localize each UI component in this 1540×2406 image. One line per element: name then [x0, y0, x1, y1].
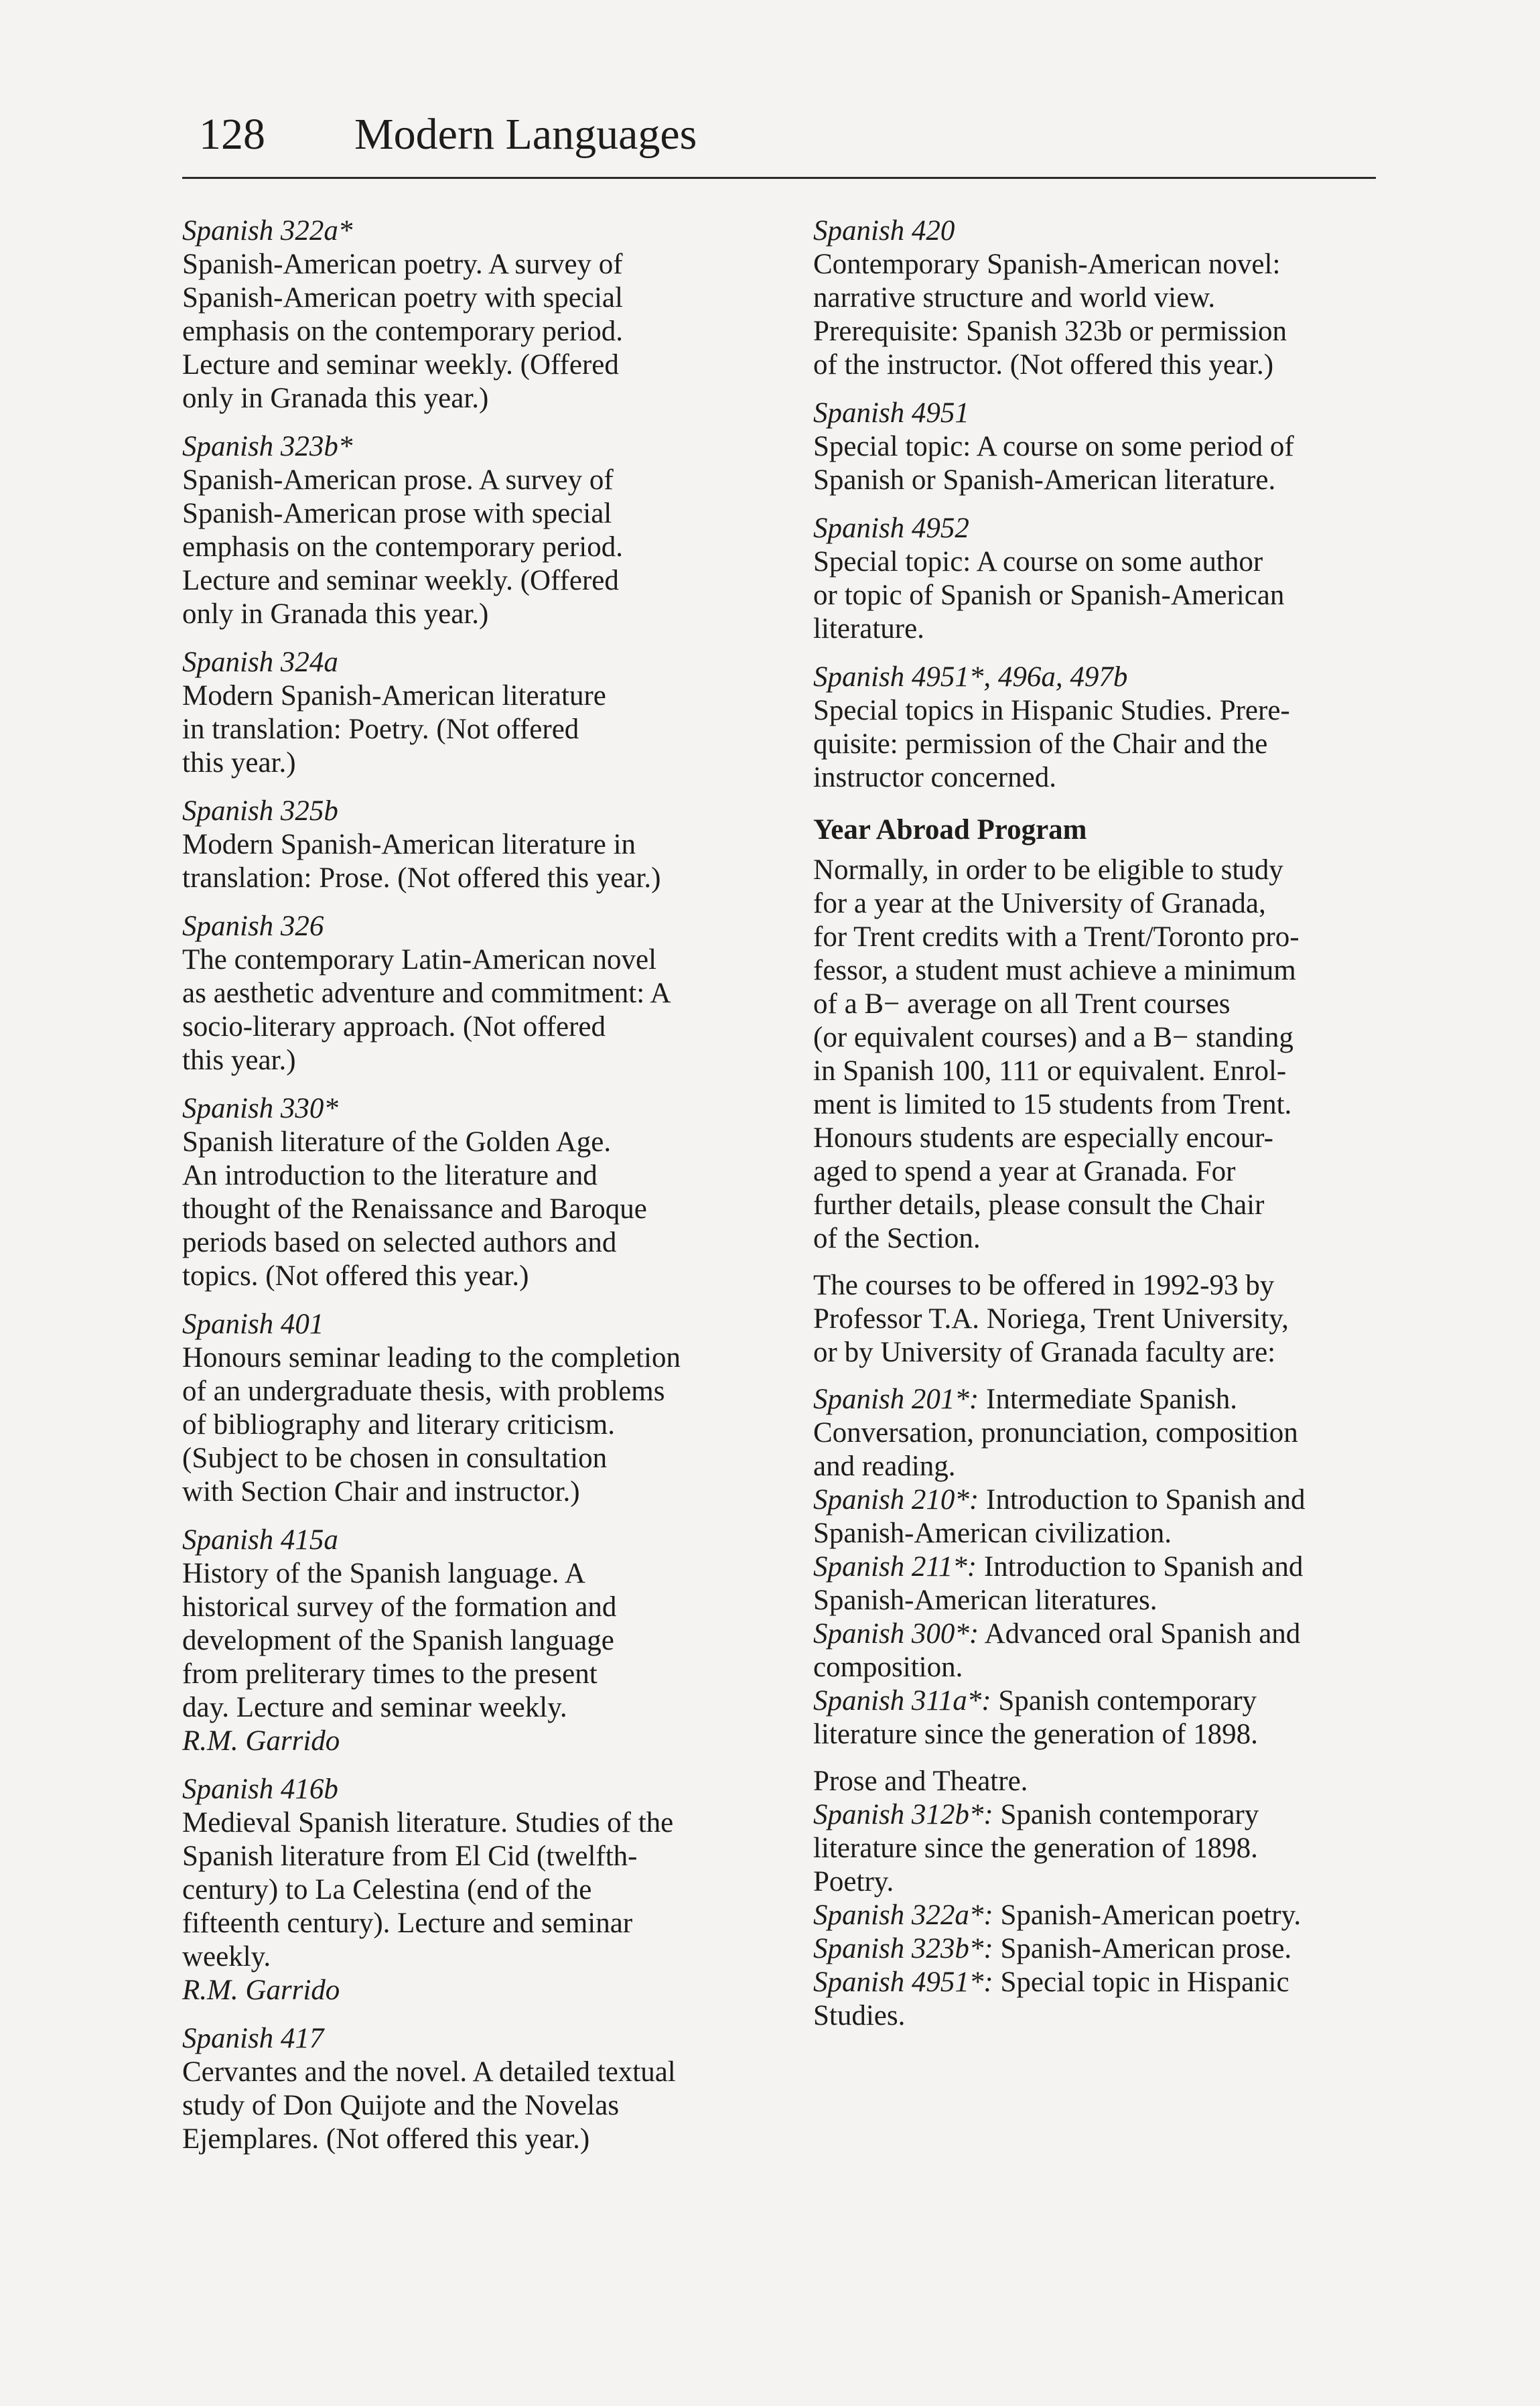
offered-course-line — [813, 1617, 1389, 1651]
offered-course-code: Spanish 322a*: — [813, 1899, 993, 1931]
course-description-line: Lecture and seminar weekly. (Offered — [182, 565, 619, 596]
course-entry — [813, 661, 1389, 795]
offered-course-line — [813, 1684, 1389, 1718]
course-description-line: Honours seminar leading to the completion — [182, 1342, 681, 1374]
course-instructor: R.M. Garrido — [182, 1725, 340, 1757]
course-description-line: or topic of Spanish or Spanish-American — [813, 580, 1285, 611]
course-entry — [182, 1308, 772, 1509]
course-title: Spanish 416b — [182, 1774, 338, 1805]
paragraph-line: (or equivalent courses) and a B− standing — [813, 1022, 1293, 1053]
header-rule — [182, 177, 1376, 179]
paragraph-line: ment is limited to 15 students from Trent. — [813, 1089, 1292, 1120]
offered-course-text: Prose and Theatre. — [813, 1765, 1028, 1797]
course-description-line: with Section Chair and instructor.) — [182, 1476, 580, 1508]
offered-course-line — [813, 1899, 1389, 1932]
paragraph-line: for Trent credits with a Trent/Toronto pro- — [813, 921, 1300, 953]
course-description-line: emphasis on the contemporary period. — [182, 531, 623, 563]
course-description-line: of an undergraduate thesis, with problems — [182, 1376, 665, 1407]
course-description-line: only in Granada this year.) — [182, 383, 489, 414]
paragraph-line: Normally, in order to be eligible to study — [813, 854, 1283, 886]
courses-intro-paragraph — [813, 1269, 1389, 1369]
course-entry — [813, 214, 1389, 382]
offered-course-text: Introduction to Spanish and — [979, 1484, 1306, 1516]
offered-course-code: Spanish 300*: — [813, 1618, 979, 1650]
course-title: Spanish 420 — [813, 215, 955, 247]
course-description-line: History of the Spanish language. A — [182, 1558, 585, 1589]
course-title: Spanish 330* — [182, 1093, 338, 1124]
offered-course-text: Conversation, pronunciation, composition — [813, 1417, 1298, 1449]
course-entry — [182, 795, 772, 895]
offered-course-text: Special topic in Hispanic — [993, 1966, 1289, 1998]
course-description-line: topics. (Not offered this year.) — [182, 1260, 529, 1292]
course-description-line: Lecture and seminar weekly. (Offered — [182, 349, 619, 381]
course-description-line: Spanish-American poetry. A survey of — [182, 249, 623, 280]
offered-course-line — [813, 1718, 1389, 1751]
offered-course-code: Spanish 323b*: — [813, 1933, 993, 1964]
course-description-line: (Subject to be chosen in consultation — [182, 1443, 608, 1474]
course-description-line: Prerequisite: Spanish 323b or permission — [813, 316, 1287, 347]
course-entry — [182, 430, 772, 631]
course-description-line: Cervantes and the novel. A detailed textual — [182, 2056, 676, 2088]
course-title: Spanish 401 — [182, 1309, 324, 1340]
offered-course-text: Intermediate Spanish. — [979, 1384, 1237, 1415]
course-title: Spanish 322a* — [182, 215, 353, 247]
course-description-line: Spanish literature of the Golden Age. — [182, 1126, 612, 1158]
course-description-line: in translation: Poetry. (Not offered — [182, 714, 579, 745]
course-title: Spanish 325b — [182, 795, 338, 827]
offered-course-text: and reading. — [813, 1451, 956, 1482]
offered-course-line — [813, 1932, 1389, 1966]
offered-course-text: Poetry. — [813, 1866, 894, 1897]
course-description-line: An introduction to the literature and — [182, 1160, 598, 1191]
course-description-line: Spanish literature from El Cid (twelfth- — [182, 1841, 638, 1872]
course-description-line: The contemporary Latin-American novel — [182, 944, 657, 976]
offered-courses-list-continued — [813, 1765, 1389, 2033]
course-title: Spanish 323b* — [182, 431, 353, 462]
offered-course-line — [813, 1966, 1389, 1999]
offered-course-line — [813, 1450, 1389, 1483]
course-description-line: Special topics in Hispanic Studies. Prere- — [813, 695, 1290, 726]
paragraph-line: aged to spend a year at Granada. For — [813, 1156, 1236, 1187]
course-description-line: Spanish-American prose. A survey of — [182, 464, 614, 496]
offered-course-code: Spanish 4951*: — [813, 1966, 993, 1998]
offered-course-line — [813, 1483, 1389, 1517]
offered-course-line — [813, 1999, 1389, 2033]
course-description-line: this year.) — [182, 747, 296, 779]
course-description-line: quisite: permission of the Chair and the — [813, 728, 1268, 760]
offered-course-code: Spanish 201*: — [813, 1384, 979, 1415]
course-list-right — [813, 214, 1389, 795]
course-entry — [182, 1524, 772, 1758]
paragraph-line: or by University of Granada faculty are: — [813, 1337, 1276, 1368]
offered-course-code: Spanish 210*: — [813, 1484, 979, 1516]
offered-course-text: Spanish-American poetry. — [993, 1899, 1302, 1931]
left-column — [182, 214, 772, 2171]
course-title: Spanish 326 — [182, 911, 324, 942]
offered-course-code: Spanish 211*: — [813, 1551, 977, 1583]
offered-course-text: Spanish contemporary — [993, 1799, 1259, 1830]
offered-course-line — [813, 1550, 1389, 1584]
course-entry — [182, 1773, 772, 2007]
section-heading: Year Abroad Program — [813, 814, 1087, 846]
course-title: Spanish 4952 — [813, 513, 969, 544]
course-description-line: study of Don Quijote and the Novelas — [182, 2090, 620, 2121]
course-title: Spanish 415a — [182, 1524, 338, 1556]
course-entry — [182, 1092, 772, 1293]
paragraph-line: The courses to be offered in 1992-93 by — [813, 1270, 1275, 1301]
course-description-line: thought of the Renaissance and Baroque — [182, 1193, 647, 1225]
course-title: Spanish 4951 — [813, 397, 969, 429]
course-description-line: Spanish-American prose with special — [182, 498, 612, 529]
offered-course-text: Advanced oral Spanish and — [979, 1618, 1301, 1650]
course-description-line: Modern Spanish-American literature in — [182, 829, 636, 860]
page-title: Modern Languages — [354, 110, 697, 159]
offered-course-line — [813, 1651, 1389, 1684]
offered-course-line — [813, 1517, 1389, 1550]
paragraph-line: Professor T.A. Noriega, Trent University, — [813, 1303, 1289, 1335]
course-description-line: day. Lecture and seminar weekly. — [182, 1692, 567, 1723]
course-title: Spanish 417 — [182, 2023, 324, 2054]
offered-course-line — [813, 1383, 1389, 1416]
year-abroad-paragraph — [813, 854, 1389, 1256]
offered-course-text: literature since the generation of 1898. — [813, 1832, 1258, 1864]
offered-course-code: Spanish 311a*: — [813, 1685, 991, 1717]
course-entry — [182, 646, 772, 780]
course-description-line: century) to La Celestina (end of the — [182, 1874, 592, 1906]
course-description-line: literature. — [813, 613, 924, 645]
offered-course-text: Studies. — [813, 2000, 906, 2031]
course-description-line: only in Granada this year.) — [182, 598, 489, 630]
course-description-line: socio-literary approach. (Not offered — [182, 1011, 606, 1043]
offered-course-line — [813, 1798, 1389, 1832]
offered-course-line — [813, 1865, 1389, 1899]
offered-course-line — [813, 1765, 1389, 1798]
offered-course-text: literature since the generation of 1898. — [813, 1719, 1258, 1750]
paragraph-line: for a year at the University of Granada, — [813, 888, 1266, 919]
paragraph-line: in Spanish 100, 111 or equivalent. Enrol- — [813, 1055, 1287, 1087]
course-entry — [813, 512, 1389, 646]
course-description-line: emphasis on the contemporary period. — [182, 316, 623, 347]
course-description-line: of bibliography and literary criticism. — [182, 1409, 616, 1441]
course-description-line: periods based on selected authors and — [182, 1227, 617, 1258]
offered-course-text: Spanish-American prose. — [993, 1933, 1292, 1964]
course-description-line: fifteenth century). Lecture and seminar — [182, 1908, 633, 1939]
paragraph-line: fessor, a student must achieve a minimum — [813, 955, 1296, 986]
page-number: 128 — [199, 110, 265, 159]
offered-course-line — [813, 1416, 1389, 1450]
course-description-line: of the instructor. (Not offered this year.) — [813, 349, 1274, 381]
course-description-line: Spanish-American poetry with special — [182, 282, 623, 314]
offered-course-text: composition. — [813, 1652, 963, 1683]
offered-course-text: Spanish-American civilization. — [813, 1518, 1172, 1549]
course-description-line: as aesthetic adventure and commitment: A — [182, 978, 671, 1009]
course-description-line: Ejemplares. (Not offered this year.) — [182, 2123, 590, 2155]
course-description-line: narrative structure and world view. — [813, 282, 1216, 314]
course-description-line: this year.) — [182, 1045, 296, 1076]
offered-courses-list — [813, 1383, 1389, 1751]
course-description-line: Special topic: A course on some period of — [813, 431, 1294, 462]
course-instructor: R.M. Garrido — [182, 1975, 340, 2006]
paragraph-line: Honours students are especially encour- — [813, 1122, 1273, 1154]
course-description-line: instructor concerned. — [813, 762, 1056, 793]
course-entry — [182, 214, 772, 415]
paragraph-line: of a B− average on all Trent courses — [813, 988, 1231, 1020]
offered-course-code: Spanish 312b*: — [813, 1799, 993, 1830]
course-description-line: Spanish or Spanish-American literature. — [813, 464, 1276, 496]
paragraph-line: of the Section. — [813, 1223, 981, 1254]
course-title: Spanish 324a — [182, 647, 338, 678]
course-entry — [182, 910, 772, 1077]
right-column — [813, 214, 1389, 2046]
course-description-line: Medieval Spanish literature. Studies of the — [182, 1807, 674, 1839]
offered-course-line — [813, 1832, 1389, 1865]
course-entry — [182, 2022, 772, 2156]
course-description-line: translation: Prose. (Not offered this year.) — [182, 862, 661, 894]
paragraph-line: further details, please consult the Chair — [813, 1189, 1265, 1221]
course-description-line: weekly. — [182, 1941, 271, 1973]
course-entry — [813, 397, 1389, 497]
course-description-line: historical survey of the formation and — [182, 1591, 617, 1623]
course-description-line: Special topic: A course on some author — [813, 546, 1263, 578]
course-description-line: Modern Spanish-American literature — [182, 680, 606, 712]
offered-course-text: Introduction to Spanish and — [977, 1551, 1304, 1583]
offered-course-text: Spanish-American literatures. — [813, 1585, 1158, 1616]
course-title: Spanish 4951*, 496a, 497b — [813, 661, 1128, 693]
course-description-line: from preliterary times to the present — [182, 1658, 598, 1690]
course-description-line: development of the Spanish language — [182, 1625, 614, 1656]
page-header — [199, 110, 697, 159]
offered-course-text: Spanish contemporary — [991, 1685, 1257, 1717]
offered-course-line — [813, 1584, 1389, 1617]
course-description-line: Contemporary Spanish-American novel: — [813, 249, 1281, 280]
